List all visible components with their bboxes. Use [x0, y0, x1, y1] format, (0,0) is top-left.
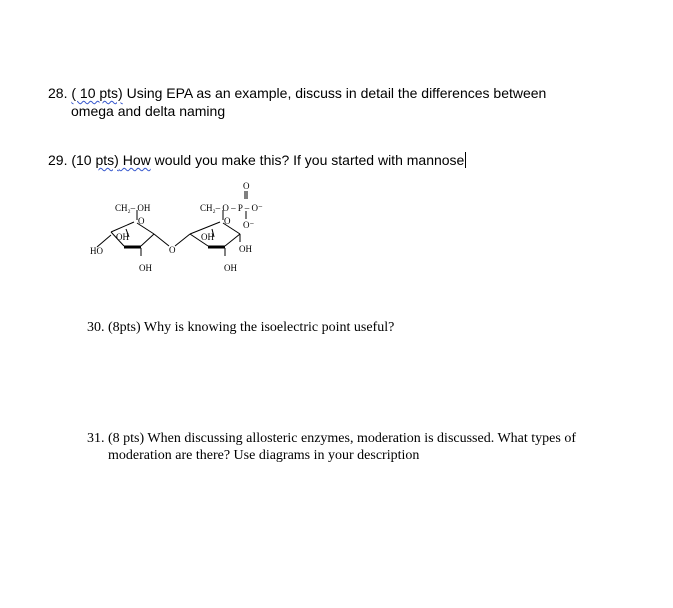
ring2-ch2-phosphate-label: CH₂– O – P – O⁻: [200, 203, 263, 213]
ring1-oh-bottom-label: OH: [139, 263, 152, 273]
ring2-ring-oxygen-label: O: [224, 216, 231, 226]
question-28-line2: omega and delta naming: [71, 103, 226, 119]
disaccharide-structure-diagram: [84, 178, 284, 278]
phosphate-oxygen-bottom-label: O⁻: [243, 220, 255, 230]
q28-points: ( 10 pts): [71, 85, 123, 101]
phosphate-oxygen-top-label: O: [243, 181, 250, 191]
text-cursor: [465, 152, 466, 168]
q29-text: would you make this? If you started with mannose: [150, 152, 465, 168]
glycosidic-bond: [175, 234, 190, 246]
question-30: 30. (8pts) Why is knowing the isoelectric point useful?: [87, 320, 395, 335]
question-29[interactable]: [48, 151, 466, 169]
glycosidic-oxygen-label: O: [169, 245, 176, 255]
q29-prefix: (10: [67, 152, 96, 168]
ring1-oh-top-label: OH: [116, 232, 129, 242]
question-31-line2: moderation are there? Use diagrams in your description: [108, 448, 420, 463]
ring1-ch2-oh-label: CH₂– OH: [115, 203, 151, 213]
q29-number: 29.: [48, 152, 68, 168]
question-28-line1: [48, 84, 546, 102]
ring-1: [97, 210, 169, 256]
ring2-oh-top-label: OH: [201, 232, 214, 242]
ring1-ho-left-label: HO: [90, 246, 103, 256]
ring1-ring-oxygen-label: O: [138, 216, 145, 226]
ring2-oh-right-label: OH: [239, 244, 252, 254]
q29-how-word: How: [118, 152, 151, 168]
ring2-oh-bottom-label: OH: [224, 263, 237, 273]
q28-text: Using EPA as an example, discuss in detail the differences between: [122, 85, 547, 101]
question-31-line1: 31. (8 pts) When discussing allosteric enzymes, moderation is discussed. What types of: [87, 431, 577, 446]
q29-pts-word: pts): [95, 152, 119, 168]
q28-number: 28.: [48, 85, 68, 101]
